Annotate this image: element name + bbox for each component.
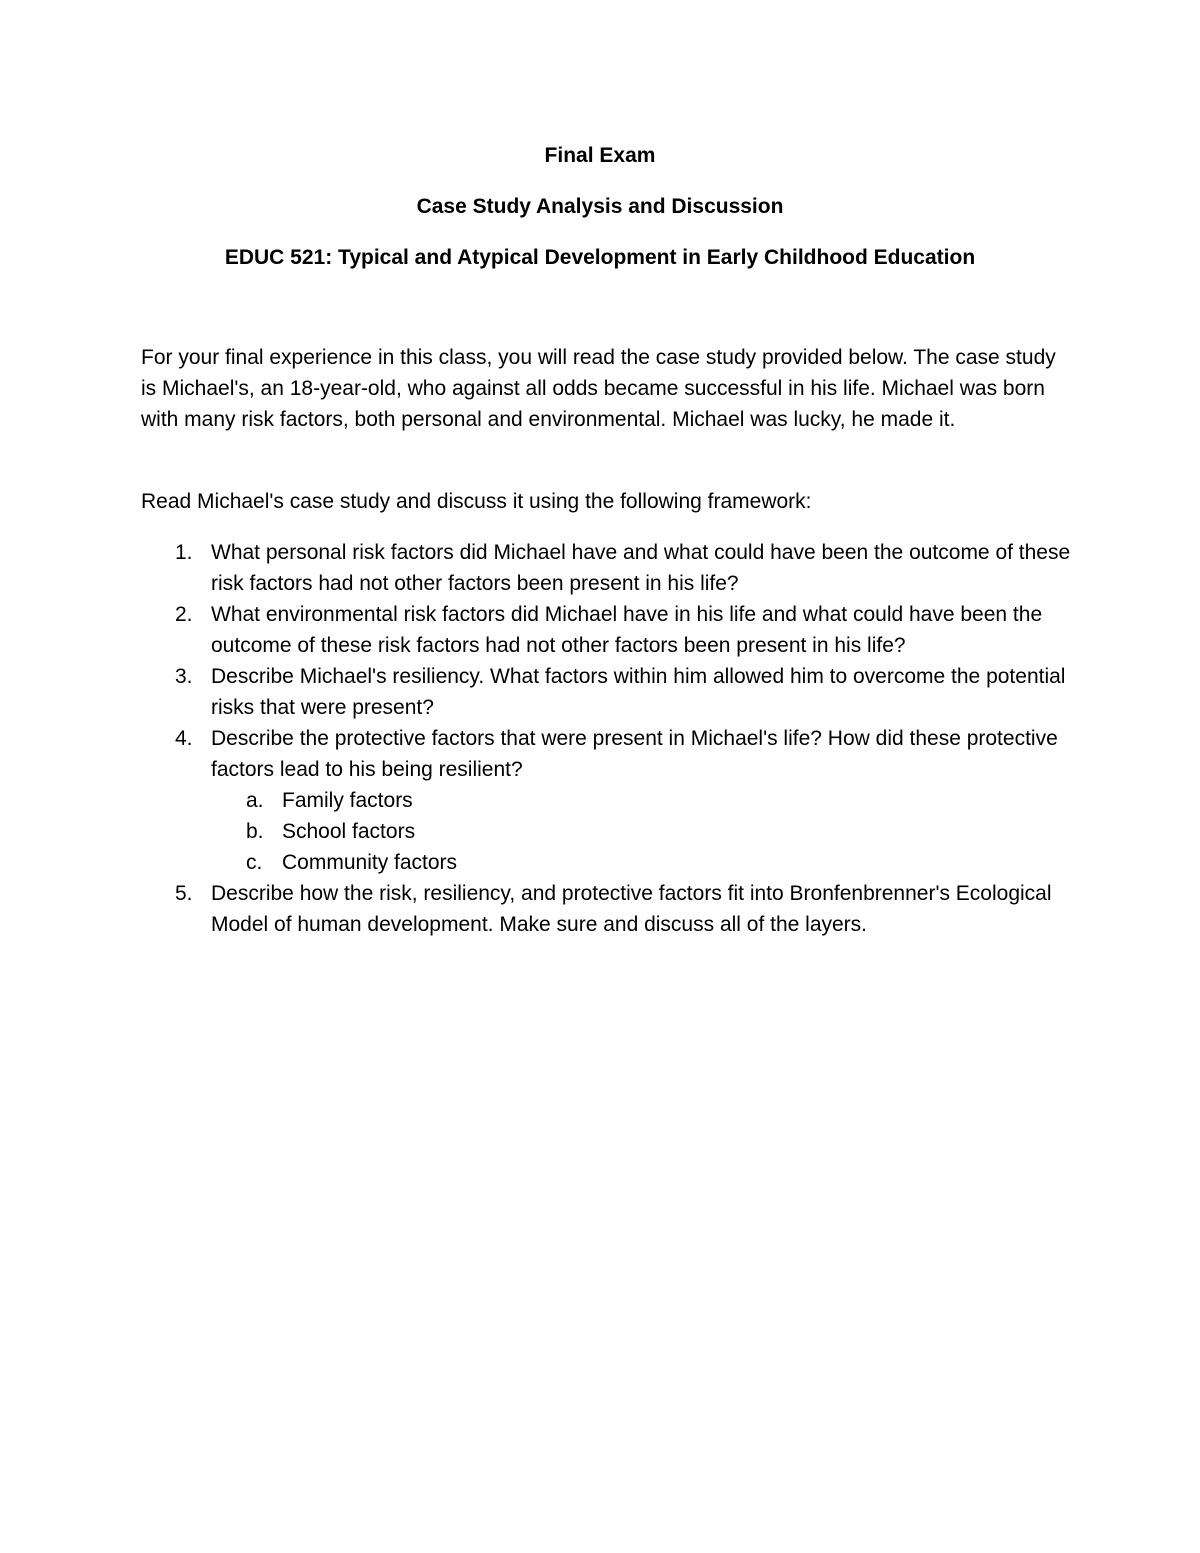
sub-question-list — [211, 785, 1071, 878]
question-text: Describe Michael's resiliency. What factors within him allowed him to overcome the potential risks that were present? — [211, 665, 1066, 719]
sub-question-letter: a. — [246, 789, 264, 812]
question-item — [141, 723, 1071, 878]
question-list — [141, 537, 1071, 940]
intro-paragraph: For your final experience in this class, you will read the case study provided below. The case study is Michael's, an 18-year-old, who against all odds became successful in his life. Michael was born with many risk factors, both personal and environmental. Michael was lucky, he made it. — [141, 346, 1056, 431]
question-number: 5. — [175, 882, 193, 905]
question-item — [141, 878, 1071, 940]
question-text: What personal risk factors did Michael have and what could have been the outcome of these risk factors had not other factors been present in his life? — [211, 541, 1071, 595]
question-text: Describe how the risk, resiliency, and protective factors fit into Bronfenbrenner's Ecological Model of human development. Make sure and discuss all of the layers. — [211, 882, 1052, 936]
document-subtitle: Case Study Analysis and Discussion — [416, 195, 784, 218]
sub-question-item — [211, 816, 1071, 847]
question-number: 4. — [175, 727, 193, 750]
question-number: 2. — [175, 603, 193, 626]
question-text: What environmental risk factors did Michael have in his life and what could have been the outcome of these risk factors had not other factors been present in his life? — [211, 603, 1043, 657]
sub-question-text: Family factors — [282, 789, 413, 812]
sub-question-item — [211, 785, 1071, 816]
sub-question-letter: c. — [246, 851, 263, 874]
sub-question-item — [211, 847, 1071, 878]
question-text: Describe the protective factors that were present in Michael's life? How did these protective factors lead to his being resilient? — [211, 727, 1058, 781]
question-item — [141, 599, 1071, 661]
sub-question-letter: b. — [246, 820, 264, 843]
question-item — [141, 537, 1071, 599]
question-number: 3. — [175, 665, 193, 688]
sub-question-text: Community factors — [282, 851, 458, 874]
question-item — [141, 661, 1071, 723]
instructions-paragraph: Read Michael's case study and discuss it using the following framework: — [141, 490, 812, 513]
course-title: EDUC 521: Typical and Atypical Development in Early Childhood Education — [224, 246, 976, 269]
question-number: 1. — [175, 541, 193, 564]
document-title: Final Exam — [544, 144, 656, 167]
sub-question-text: School factors — [282, 820, 416, 843]
